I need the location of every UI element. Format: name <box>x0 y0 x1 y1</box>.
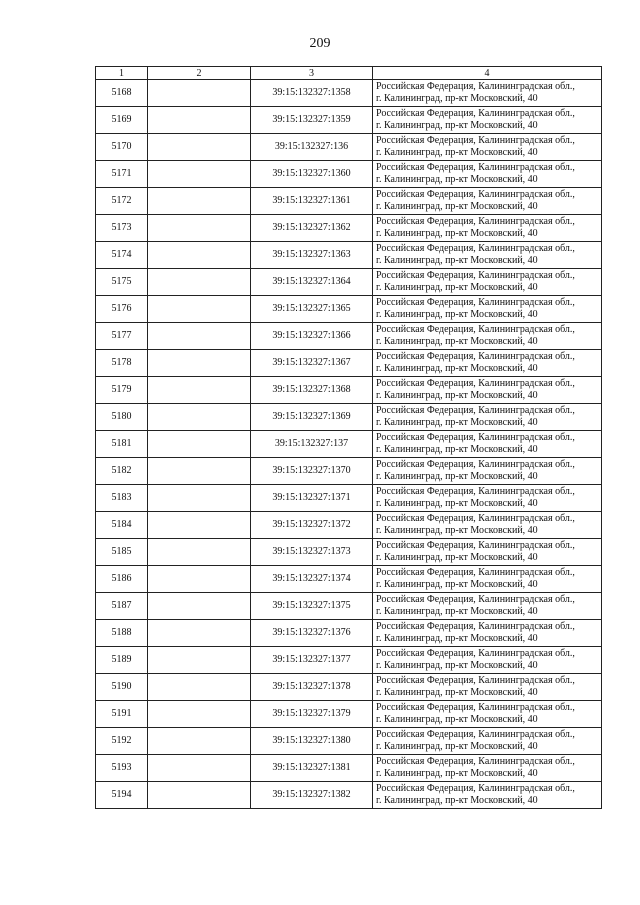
table-row <box>96 728 602 755</box>
table-row <box>96 647 602 674</box>
owner-cell <box>148 350 251 377</box>
table-row <box>96 674 602 701</box>
address-cell <box>373 161 602 188</box>
table-row <box>96 188 602 215</box>
row-number-cell: 5171 <box>96 161 148 188</box>
address-cell <box>373 674 602 701</box>
owner-cell <box>148 431 251 458</box>
address-cell <box>373 512 602 539</box>
address-line-2: г. Калининград, пр-кт Московский, 40 <box>376 795 538 806</box>
row-number-cell: 5178 <box>96 350 148 377</box>
table-row <box>96 269 602 296</box>
address-line-1: Российская Федерация, Калининградская обл., <box>376 216 575 227</box>
table-row <box>96 377 602 404</box>
address-line-2: г. Калининград, пр-кт Московский, 40 <box>376 660 538 671</box>
address-cell <box>373 458 602 485</box>
row-number-cell: 5181 <box>96 431 148 458</box>
row-number-cell: 5172 <box>96 188 148 215</box>
address-cell <box>373 134 602 161</box>
address-line-1: Российская Федерация, Калининградская обл., <box>376 162 575 173</box>
row-number-cell: 5188 <box>96 620 148 647</box>
address-line-2: г. Калининград, пр-кт Московский, 40 <box>376 93 538 104</box>
row-number-cell: 5186 <box>96 566 148 593</box>
registry-table <box>95 66 602 809</box>
owner-cell <box>148 458 251 485</box>
cadastral-number-cell: 39:15:132327:137 <box>251 431 373 458</box>
cadastral-number-cell: 39:15:132327:1369 <box>251 404 373 431</box>
table-row <box>96 215 602 242</box>
address-line-1: Российская Федерация, Калининградская обл., <box>376 459 575 470</box>
table-row <box>96 566 602 593</box>
address-line-1: Российская Федерация, Калининградская обл., <box>376 783 575 794</box>
row-number-cell: 5182 <box>96 458 148 485</box>
address-line-2: г. Калининград, пр-кт Московский, 40 <box>376 768 538 779</box>
row-number-cell: 5170 <box>96 134 148 161</box>
address-cell <box>373 80 602 107</box>
address-line-2: г. Калининград, пр-кт Московский, 40 <box>376 525 538 536</box>
owner-cell <box>148 215 251 242</box>
cadastral-number-cell: 39:15:132327:1359 <box>251 107 373 134</box>
address-cell <box>373 296 602 323</box>
owner-cell <box>148 647 251 674</box>
address-line-2: г. Калининград, пр-кт Московский, 40 <box>376 417 538 428</box>
cadastral-number-cell: 39:15:132327:1371 <box>251 485 373 512</box>
table-row <box>96 782 602 809</box>
address-cell <box>373 242 602 269</box>
owner-cell <box>148 134 251 161</box>
row-number-cell: 5191 <box>96 701 148 728</box>
page-number: 209 <box>309 36 331 51</box>
address-line-1: Российская Федерация, Калининградская обл., <box>376 594 575 605</box>
address-line-1: Российская Федерация, Калининградская обл., <box>376 648 575 659</box>
address-cell <box>373 755 602 782</box>
row-number-cell: 5169 <box>96 107 148 134</box>
address-line-1: Российская Федерация, Калининградская обл., <box>376 702 575 713</box>
address-cell <box>373 323 602 350</box>
cadastral-number-cell: 39:15:132327:1377 <box>251 647 373 674</box>
address-line-1: Российская Федерация, Калининградская обл., <box>376 675 575 686</box>
table-row <box>96 242 602 269</box>
address-cell <box>373 215 602 242</box>
address-line-1: Российская Федерация, Калининградская обл., <box>376 486 575 497</box>
address-line-2: г. Калининград, пр-кт Московский, 40 <box>376 552 538 563</box>
owner-cell <box>148 701 251 728</box>
address-line-2: г. Калининград, пр-кт Московский, 40 <box>376 228 538 239</box>
owner-cell <box>148 485 251 512</box>
owner-cell <box>148 161 251 188</box>
address-line-2: г. Калининград, пр-кт Московский, 40 <box>376 309 538 320</box>
row-number-cell: 5168 <box>96 80 148 107</box>
row-number-cell: 5190 <box>96 674 148 701</box>
owner-cell <box>148 377 251 404</box>
address-line-2: г. Калининград, пр-кт Московский, 40 <box>376 174 538 185</box>
row-number-cell: 5192 <box>96 728 148 755</box>
row-number-cell: 5175 <box>96 269 148 296</box>
address-line-2: г. Калининград, пр-кт Московский, 40 <box>376 363 538 374</box>
address-line-2: г. Калининград, пр-кт Московский, 40 <box>376 687 538 698</box>
address-line-1: Российская Федерация, Калининградская обл., <box>376 513 575 524</box>
column-header-3: 3 <box>251 67 373 80</box>
owner-cell <box>148 512 251 539</box>
cadastral-number-cell: 39:15:132327:1363 <box>251 242 373 269</box>
column-header-4: 4 <box>373 67 602 80</box>
cadastral-number-cell: 39:15:132327:1372 <box>251 512 373 539</box>
cadastral-number-cell: 39:15:132327:136 <box>251 134 373 161</box>
address-line-2: г. Калининград, пр-кт Московский, 40 <box>376 741 538 752</box>
address-cell <box>373 188 602 215</box>
cadastral-number-cell: 39:15:132327:1381 <box>251 755 373 782</box>
owner-cell <box>148 674 251 701</box>
address-line-2: г. Калининград, пр-кт Московский, 40 <box>376 606 538 617</box>
address-cell <box>373 269 602 296</box>
row-number-cell: 5173 <box>96 215 148 242</box>
address-cell <box>373 647 602 674</box>
owner-cell <box>148 404 251 431</box>
table-row <box>96 701 602 728</box>
address-line-1: Российская Федерация, Калининградская обл., <box>376 135 575 146</box>
table-row <box>96 620 602 647</box>
row-number-cell: 5176 <box>96 296 148 323</box>
address-cell <box>373 701 602 728</box>
row-number-cell: 5193 <box>96 755 148 782</box>
cadastral-number-cell: 39:15:132327:1379 <box>251 701 373 728</box>
address-line-1: Российская Федерация, Калининградская обл., <box>376 432 575 443</box>
cadastral-number-cell: 39:15:132327:1373 <box>251 539 373 566</box>
table-row <box>96 512 602 539</box>
header-row <box>96 67 602 80</box>
row-number-cell: 5187 <box>96 593 148 620</box>
owner-cell <box>148 782 251 809</box>
table-row <box>96 458 602 485</box>
cadastral-number-cell: 39:15:132327:1361 <box>251 188 373 215</box>
address-cell <box>373 404 602 431</box>
cadastral-number-cell: 39:15:132327:1362 <box>251 215 373 242</box>
owner-cell <box>148 539 251 566</box>
owner-cell <box>148 80 251 107</box>
row-number-cell: 5174 <box>96 242 148 269</box>
cadastral-number-cell: 39:15:132327:1375 <box>251 593 373 620</box>
owner-cell <box>148 107 251 134</box>
row-number-cell: 5177 <box>96 323 148 350</box>
address-line-2: г. Калининград, пр-кт Московский, 40 <box>376 444 538 455</box>
address-line-1: Российская Федерация, Калининградская обл., <box>376 270 575 281</box>
address-line-2: г. Калининград, пр-кт Московский, 40 <box>376 201 538 212</box>
column-header-1: 1 <box>96 67 148 80</box>
address-cell <box>373 782 602 809</box>
address-line-1: Российская Федерация, Калининградская обл., <box>376 567 575 578</box>
address-line-1: Российская Федерация, Калининградская обл., <box>376 243 575 254</box>
address-line-1: Российская Федерация, Калининградская обл., <box>376 540 575 551</box>
table-row <box>96 404 602 431</box>
cadastral-number-cell: 39:15:132327:1364 <box>251 269 373 296</box>
cadastral-number-cell: 39:15:132327:1376 <box>251 620 373 647</box>
row-number-cell: 5183 <box>96 485 148 512</box>
address-cell <box>373 566 602 593</box>
cadastral-number-cell: 39:15:132327:1367 <box>251 350 373 377</box>
table-row <box>96 350 602 377</box>
cadastral-number-cell: 39:15:132327:1378 <box>251 674 373 701</box>
table-row <box>96 323 602 350</box>
cadastral-number-cell: 39:15:132327:1368 <box>251 377 373 404</box>
table-row <box>96 431 602 458</box>
address-line-2: г. Калининград, пр-кт Московский, 40 <box>376 498 538 509</box>
address-line-1: Российская Федерация, Калининградская обл., <box>376 405 575 416</box>
cadastral-number-cell: 39:15:132327:1366 <box>251 323 373 350</box>
row-number-cell: 5179 <box>96 377 148 404</box>
address-cell <box>373 485 602 512</box>
address-line-1: Российская Федерация, Калининградская обл., <box>376 189 575 200</box>
cadastral-number-cell: 39:15:132327:1365 <box>251 296 373 323</box>
address-line-2: г. Калининград, пр-кт Московский, 40 <box>376 390 538 401</box>
address-line-2: г. Калининград, пр-кт Московский, 40 <box>376 471 538 482</box>
address-line-1: Российская Федерация, Калининградская обл., <box>376 756 575 767</box>
address-line-1: Российская Федерация, Калининградская обл., <box>376 324 575 335</box>
row-number-cell: 5189 <box>96 647 148 674</box>
cadastral-number-cell: 39:15:132327:1382 <box>251 782 373 809</box>
address-line-1: Российская Федерация, Калининградская обл., <box>376 729 575 740</box>
address-line-2: г. Калининград, пр-кт Московский, 40 <box>376 147 538 158</box>
owner-cell <box>148 188 251 215</box>
row-number-cell: 5194 <box>96 782 148 809</box>
owner-cell <box>148 593 251 620</box>
owner-cell <box>148 269 251 296</box>
table-row <box>96 539 602 566</box>
address-cell <box>373 350 602 377</box>
owner-cell <box>148 242 251 269</box>
address-line-2: г. Калининград, пр-кт Московский, 40 <box>376 633 538 644</box>
owner-cell <box>148 755 251 782</box>
owner-cell <box>148 323 251 350</box>
address-line-1: Российская Федерация, Калининградская обл., <box>376 378 575 389</box>
address-cell <box>373 377 602 404</box>
table-header <box>96 67 602 80</box>
address-line-2: г. Калининград, пр-кт Московский, 40 <box>376 120 538 131</box>
table-row <box>96 593 602 620</box>
address-line-2: г. Калининград, пр-кт Московский, 40 <box>376 714 538 725</box>
cadastral-number-cell: 39:15:132327:1360 <box>251 161 373 188</box>
address-line-2: г. Калининград, пр-кт Московский, 40 <box>376 282 538 293</box>
table-row <box>96 485 602 512</box>
address-line-1: Российская Федерация, Калининградская обл., <box>376 297 575 308</box>
table-row <box>96 80 602 107</box>
address-line-1: Российская Федерация, Калининградская обл., <box>376 351 575 362</box>
owner-cell <box>148 620 251 647</box>
cadastral-number-cell: 39:15:132327:1374 <box>251 566 373 593</box>
column-header-2: 2 <box>148 67 251 80</box>
address-line-1: Российская Федерация, Калининградская обл., <box>376 81 575 92</box>
address-cell <box>373 431 602 458</box>
cadastral-number-cell: 39:15:132327:1370 <box>251 458 373 485</box>
table-row <box>96 755 602 782</box>
row-number-cell: 5185 <box>96 539 148 566</box>
address-cell <box>373 620 602 647</box>
table-row <box>96 296 602 323</box>
address-cell <box>373 539 602 566</box>
row-number-cell: 5184 <box>96 512 148 539</box>
owner-cell <box>148 566 251 593</box>
address-line-2: г. Калининград, пр-кт Московский, 40 <box>376 579 538 590</box>
address-cell <box>373 107 602 134</box>
address-cell <box>373 728 602 755</box>
address-cell <box>373 593 602 620</box>
owner-cell <box>148 296 251 323</box>
table-row <box>96 134 602 161</box>
address-line-2: г. Калининград, пр-кт Московский, 40 <box>376 255 538 266</box>
row-number-cell: 5180 <box>96 404 148 431</box>
cadastral-number-cell: 39:15:132327:1380 <box>251 728 373 755</box>
table-row <box>96 107 602 134</box>
address-line-1: Российская Федерация, Калининградская обл., <box>376 621 575 632</box>
table-body <box>96 80 602 809</box>
owner-cell <box>148 728 251 755</box>
table-row <box>96 161 602 188</box>
address-line-1: Российская Федерация, Калининградская обл., <box>376 108 575 119</box>
cadastral-number-cell: 39:15:132327:1358 <box>251 80 373 107</box>
address-line-2: г. Калининград, пр-кт Московский, 40 <box>376 336 538 347</box>
